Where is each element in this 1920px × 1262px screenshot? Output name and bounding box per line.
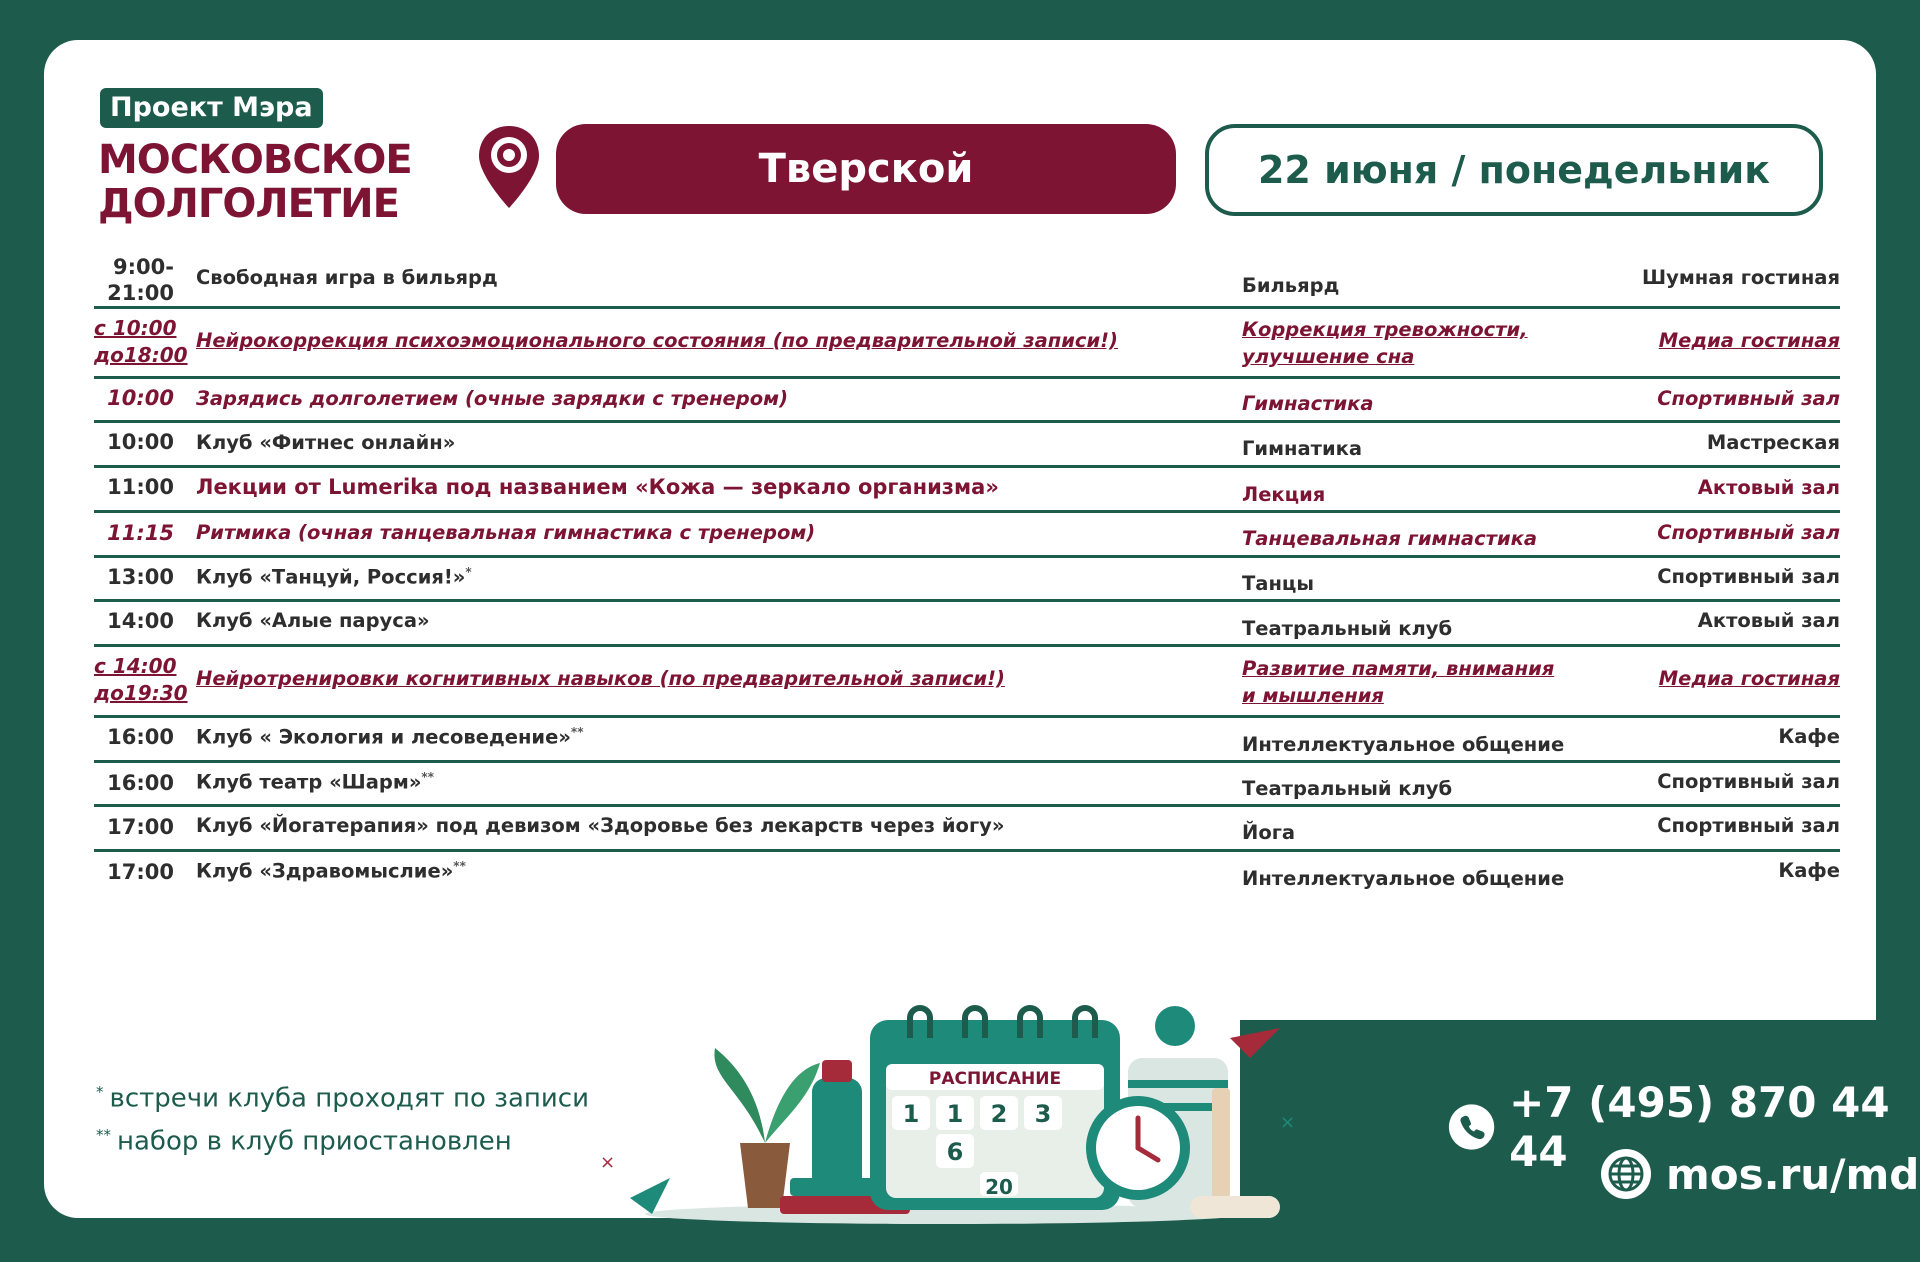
logo (98, 138, 412, 226)
row-title: Нейрокоррекция психоэмоционального состояния (по предварительной записи!) (196, 329, 1118, 352)
footnote-1 (96, 1074, 589, 1117)
logo-line-1: МОСКОВСКОЕ (98, 137, 412, 183)
row-place: Спортивный зал (1657, 565, 1840, 588)
row-title: Свободная игра в бильярд (196, 266, 498, 289)
row-time: 11:15 (107, 521, 174, 545)
row-mark: ** (453, 859, 466, 873)
globe-icon (1600, 1148, 1652, 1200)
row-title: Клуб «Алые паруса» (196, 609, 430, 632)
district-label: Тверской (556, 124, 1176, 214)
footnotes (96, 1074, 589, 1159)
row-time: 17:00 (107, 860, 174, 884)
schedule-row (94, 379, 1840, 423)
calendar-cell: 1 (946, 1100, 964, 1128)
row-category: Интеллектуальное общение (1242, 733, 1565, 756)
row-time: 11:00 (107, 475, 174, 499)
row-mark: ** (570, 725, 584, 739)
row-place: Спортивный зал (1657, 770, 1840, 793)
row-title-text: Клуб «Танцуй, Россия!» (196, 565, 466, 589)
row-place: Спортивный зал (1657, 521, 1840, 544)
row-category: Театральный клуб (1242, 777, 1453, 800)
row-title-text: Клуб « Экология и лесоведение» (196, 725, 571, 749)
calendar-cell: 2 (990, 1100, 1008, 1128)
row-time: 14:00 (107, 609, 174, 633)
schedule-row (94, 602, 1840, 647)
site-url: mos.ru/md (1666, 1149, 1920, 1199)
row-category: Интеллектуальное общение (1242, 867, 1565, 890)
row-time: с 14:00 до19:30 (94, 654, 188, 705)
row-place: Спортивный зал (1657, 387, 1840, 410)
row-category: Танцевальная гимнастика (1242, 527, 1538, 550)
row-category: Коррекция тревожности, улучшение сна (1242, 318, 1528, 368)
row-time: 10:00 (107, 430, 174, 454)
calendar-cell: 3 (1034, 1100, 1052, 1128)
row-time: 17:00 (107, 815, 174, 839)
schedule-row (94, 718, 1840, 763)
footnote-1-mark: * (96, 1083, 104, 1101)
row-category: Йога (1242, 821, 1296, 844)
row-time: 16:00 (107, 771, 174, 795)
row-title: Ритмика (очная танцевальная гимнастика с тренером) (196, 521, 816, 544)
row-category: Театральный клуб (1242, 617, 1453, 640)
calendar-cell: 6 (946, 1138, 964, 1166)
calendar-title: РАСПИСАНИЕ (928, 1069, 1062, 1089)
schedule-row (94, 423, 1840, 468)
row-mark: ** (421, 770, 434, 784)
row-mark: * (465, 565, 472, 579)
schedule-row (94, 763, 1840, 807)
row-place: Актовый зал (1697, 609, 1840, 632)
row-place: Медиа гостиная (1658, 329, 1840, 352)
row-place: Медиа гостиная (1658, 667, 1840, 690)
row-time: 13:00 (107, 565, 174, 589)
calendar-cell: 20 (985, 1175, 1013, 1199)
schedule-illustration (590, 968, 1300, 1228)
footnote-2-text: набор в клуб приостановлен (117, 1126, 512, 1157)
row-title-text: Клуб театр «Шарм» (196, 770, 422, 794)
row-time: 10:00 (107, 386, 174, 410)
row-category: Бильярд (1242, 274, 1340, 297)
row-place: Мастреская (1706, 431, 1840, 454)
schedule-row (94, 647, 1840, 718)
row-place: Кафе (1778, 725, 1840, 748)
row-category: Танцы (1242, 572, 1315, 595)
logo-line-2: ДОЛГОЛЕТИЕ (98, 181, 399, 227)
row-time: 16:00 (107, 725, 174, 749)
date-label: 22 июня / понедельник (1205, 124, 1823, 216)
phone-number: +7 (495) 870 44 44 (1509, 1078, 1890, 1176)
row-title: Клуб «Фитнес онлайн» (196, 431, 456, 454)
svg-text:×: × (1280, 1112, 1296, 1133)
footnote-2 (96, 1117, 589, 1160)
row-place: Шумная гостиная (1642, 266, 1840, 289)
phone-icon (1448, 1101, 1495, 1153)
site-contact[interactable] (1600, 1148, 1919, 1200)
row-title (196, 859, 466, 883)
row-place: Кафе (1778, 859, 1840, 882)
schedule-row (94, 852, 1840, 900)
schedule-row (94, 309, 1840, 379)
location-pin-icon (476, 124, 542, 210)
row-category: Лекция (1242, 483, 1326, 506)
row-time: с 10:00 до18:00 (94, 316, 188, 367)
row-title (196, 770, 434, 794)
row-category: Развитие памяти, внимания и мышления (1242, 657, 1555, 707)
row-category: Гимнатика (1242, 437, 1363, 460)
row-category: Гимнастика (1242, 392, 1374, 415)
calendar-cell: 1 (902, 1100, 920, 1128)
row-place: Актовый зал (1697, 476, 1840, 499)
footnote-1-text: встречи клуба проходят по записи (109, 1083, 589, 1114)
schedule-row (94, 246, 1840, 309)
schedule-row (94, 558, 1840, 602)
row-title-text: Клуб «Здравомыслие» (196, 859, 454, 883)
footnote-2-mark: ** (96, 1125, 111, 1144)
schedule-row (94, 468, 1840, 513)
row-title: Клуб «Йогатерапия» под девизом «Здоровье без лекарств через йогу» (196, 814, 1005, 837)
row-title: Лекции от Lumerika под названием «Кожа — зеркало организма» (196, 475, 999, 499)
row-time: 9:00- 21:00 (107, 255, 174, 305)
schedule-row (94, 513, 1840, 558)
svg-text:×: × (600, 1152, 616, 1173)
row-title (196, 725, 583, 749)
mayor-project-badge: Проект Мэра (100, 88, 323, 128)
row-title: Нейротренировки когнитивных навыков (по предварительной записи!) (196, 667, 1005, 690)
row-title (196, 565, 472, 589)
schedule-row (94, 807, 1840, 852)
row-title: Зарядись долголетием (очные зарядки с тренером) (196, 387, 788, 410)
schedule-table (94, 246, 1840, 900)
row-place: Спортивный зал (1657, 814, 1840, 837)
